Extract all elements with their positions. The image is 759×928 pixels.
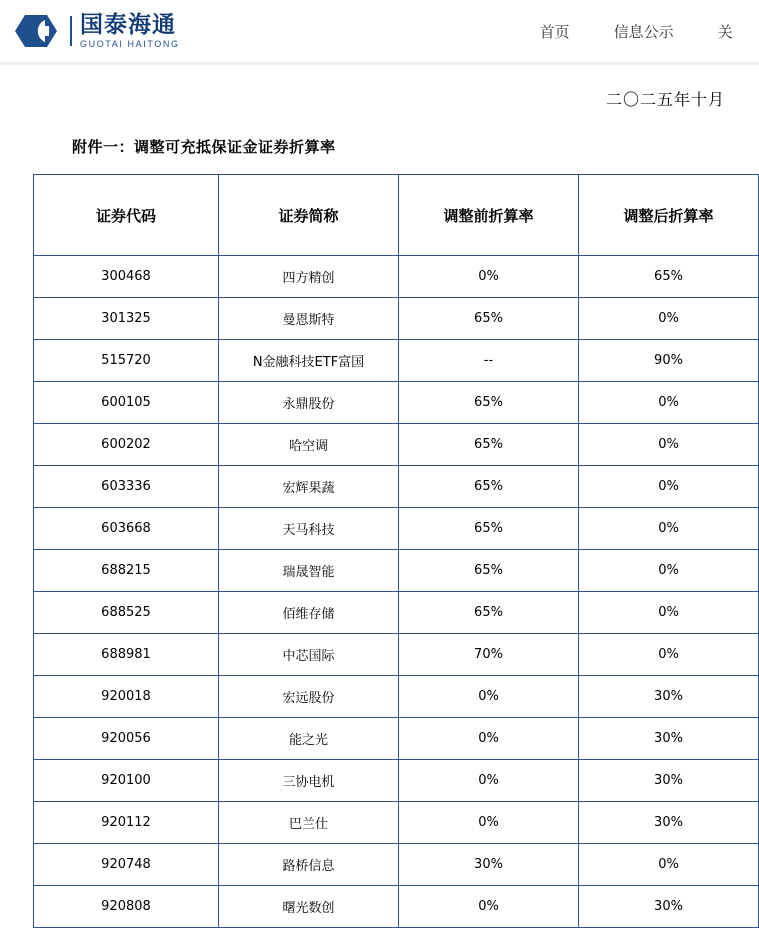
cell-rate-before: 70%: [399, 634, 579, 676]
cell-name: 路桥信息: [219, 844, 399, 886]
cell-rate-after: 90%: [579, 340, 759, 382]
document-body: [0, 87, 759, 928]
main-nav: [540, 21, 733, 42]
cell-name: 天马科技: [219, 508, 399, 550]
cell-rate-before: 65%: [399, 424, 579, 466]
cell-code: 920112: [34, 802, 219, 844]
cell-rate-after: 0%: [579, 550, 759, 592]
document-date: 二〇二五年十月: [605, 90, 725, 109]
cell-code: 515720: [34, 340, 219, 382]
table-row: [34, 760, 759, 802]
cell-rate-before: 0%: [399, 718, 579, 760]
cell-code: 600202: [34, 424, 219, 466]
column-header-name: 证券简称: [219, 175, 399, 256]
table-row: [34, 508, 759, 550]
cell-name: 永鼎股份: [219, 382, 399, 424]
cell-rate-after: 30%: [579, 760, 759, 802]
cell-code: 603668: [34, 508, 219, 550]
cell-rate-after: 30%: [579, 676, 759, 718]
table-row: [34, 802, 759, 844]
cell-rate-before: 65%: [399, 592, 579, 634]
cell-name: 宏辉果蔬: [219, 466, 399, 508]
cell-code: 920100: [34, 760, 219, 802]
cell-rate-after: 30%: [579, 718, 759, 760]
column-header-rate-before: 调整前折算率: [399, 175, 579, 256]
cell-name: 佰维存储: [219, 592, 399, 634]
brand-logo[interactable]: [14, 13, 180, 49]
cell-name: 能之光: [219, 718, 399, 760]
cell-rate-after: 30%: [579, 886, 759, 928]
cell-name: 哈空调: [219, 424, 399, 466]
cell-rate-after: 0%: [579, 634, 759, 676]
cell-rate-before: 0%: [399, 760, 579, 802]
nav-item-about[interactable]: 关: [717, 23, 733, 41]
cell-code: 688981: [34, 634, 219, 676]
cell-rate-before: 65%: [399, 298, 579, 340]
table-row: [34, 382, 759, 424]
cell-name: 曼恩斯特: [219, 298, 399, 340]
cell-rate-before: 65%: [399, 466, 579, 508]
cell-rate-after: 30%: [579, 802, 759, 844]
cell-rate-before: 0%: [399, 886, 579, 928]
table-row: [34, 718, 759, 760]
cell-rate-before: 30%: [399, 844, 579, 886]
table-row: [34, 550, 759, 592]
cell-name: 三协电机: [219, 760, 399, 802]
cell-name: 中芯国际: [219, 634, 399, 676]
table-row: [34, 466, 759, 508]
cell-rate-after: 0%: [579, 844, 759, 886]
cell-rate-after: 0%: [579, 382, 759, 424]
table-row: [34, 256, 759, 298]
cell-rate-before: --: [399, 340, 579, 382]
cell-code: 688215: [34, 550, 219, 592]
table-row: [34, 340, 759, 382]
table-row: [34, 844, 759, 886]
table-row: [34, 676, 759, 718]
page-title: 附件一：调整可充抵保证金证券折算率: [72, 138, 336, 156]
cell-rate-after: 0%: [579, 424, 759, 466]
cell-name: 四方精创: [219, 256, 399, 298]
cell-code: 603336: [34, 466, 219, 508]
table-header-row: [34, 175, 759, 256]
cell-name: 瑞晟智能: [219, 550, 399, 592]
cell-rate-before: 0%: [399, 802, 579, 844]
cell-rate-after: 0%: [579, 298, 759, 340]
cell-code: 920056: [34, 718, 219, 760]
table-row: [34, 634, 759, 676]
column-header-rate-after: 调整后折算率: [579, 175, 759, 256]
cell-code: 300468: [34, 256, 219, 298]
brand-name-cn: 国泰海通: [80, 11, 176, 38]
cell-code: 600105: [34, 382, 219, 424]
cell-rate-after: 65%: [579, 256, 759, 298]
cell-name: N金融科技ETF富国: [219, 340, 399, 382]
cell-rate-after: 0%: [579, 508, 759, 550]
cell-rate-before: 65%: [399, 508, 579, 550]
brand-text: [80, 11, 180, 49]
column-header-code: 证券代码: [34, 175, 219, 256]
brand-divider: [70, 16, 72, 46]
nav-item-disclosure[interactable]: 信息公示: [613, 23, 674, 41]
site-header: [0, 0, 759, 62]
brand-name-en: GUOTAI HAITONG: [80, 38, 180, 49]
cell-rate-after: 0%: [579, 466, 759, 508]
table-row: [34, 886, 759, 928]
cell-rate-before: 65%: [399, 550, 579, 592]
cell-name: 曙光数创: [219, 886, 399, 928]
table-row: [34, 592, 759, 634]
cell-code: 688525: [34, 592, 219, 634]
cell-code: 920748: [34, 844, 219, 886]
cell-code: 920808: [34, 886, 219, 928]
table-row: [34, 298, 759, 340]
cell-name: 巴兰仕: [219, 802, 399, 844]
cell-rate-after: 0%: [579, 592, 759, 634]
nav-item-home[interactable]: 首页: [539, 23, 570, 41]
cell-rate-before: 0%: [399, 256, 579, 298]
cell-rate-before: 0%: [399, 676, 579, 718]
rate-table: [33, 174, 759, 928]
cell-rate-before: 65%: [399, 382, 579, 424]
table-row: [34, 424, 759, 466]
hexagon-logo-icon: [14, 13, 58, 49]
table-body: [34, 256, 759, 928]
cell-code: 301325: [34, 298, 219, 340]
header-rule: [0, 62, 759, 65]
cell-name: 宏远股份: [219, 676, 399, 718]
cell-code: 920018: [34, 676, 219, 718]
